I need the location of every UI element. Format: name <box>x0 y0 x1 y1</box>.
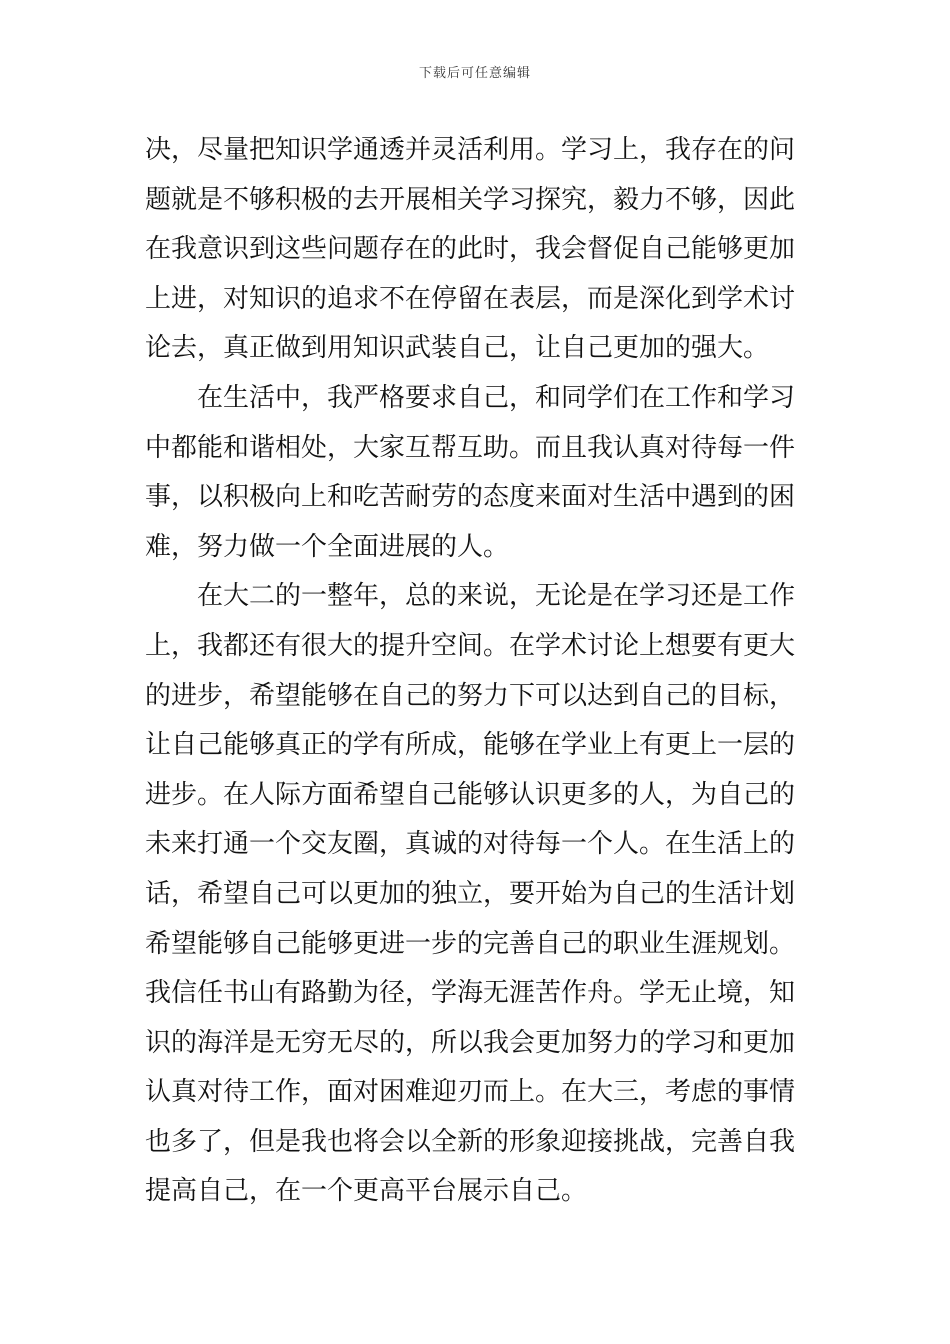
text-line: 话，希望自己可以更加的独立，要开始为自己的生活计划 <box>145 878 796 909</box>
text-line: 论去，真正做到用知识武装自己，让自己更加的强大。 <box>145 333 770 364</box>
text-line: 题就是不够积极的去开展相关学习探究，毅力不够，因此 <box>145 184 796 215</box>
text-line: 让自己能够真正的学有所成，能够在学业上有更上一层的 <box>145 730 796 761</box>
document-body <box>145 126 807 1217</box>
text-line: 未来打通一个交友圈，真诚的对待每一个人。在生活上的 <box>145 829 796 860</box>
text-line: 决，尽量把知识学通透并灵活利用。学习上，我存在的问 <box>145 135 796 165</box>
text-line: 我信任书山有路勤为径，学海无涯苦作舟。学无止境，知 <box>145 978 796 1009</box>
text-line: 也多了，但是我也将会以全新的形象迎接挑战，完善自我 <box>145 1126 796 1157</box>
text-line: 中都能和谐相处，大家互帮互助。而且我认真对待每一件 <box>145 432 796 463</box>
text-line: 识的海洋是无穷无尽的，所以我会更加努力的学习和更加 <box>145 1027 796 1058</box>
text-line: 希望能够自己能够更进一步的完善自己的职业生涯规划。 <box>145 928 796 959</box>
paragraph-first-line: 在大二的一整年，总的来说，无论是在学习还是工作 <box>197 581 796 612</box>
text-line: 认真对待工作，面对困难迎刃而上。在大三，考虑的事情 <box>145 1077 796 1108</box>
text-line: 上，我都还有很大的提升空间。在学术讨论上想要有更大 <box>145 630 796 661</box>
text-line: 事，以积极向上和吃苦耐劳的态度来面对生活中遇到的困 <box>145 482 796 513</box>
page-header: 下载后可任意编辑 <box>418 66 531 81</box>
text-line: 上进，对知识的追求不在停留在表层，而是深化到学术讨 <box>145 283 796 314</box>
text-line: 的进步，希望能够在自己的努力下可以达到自己的目标， <box>145 680 796 711</box>
text-line: 提高自己，在一个更高平台展示自己。 <box>145 1176 588 1207</box>
text-line: 难，努力做一个全面进展的人。 <box>145 531 510 562</box>
paragraph-first-line: 在生活中，我严格要求自己，和同学们在工作和学习 <box>197 382 796 413</box>
text-line: 进步。在人际方面希望自己能够认识更多的人，为自己的 <box>145 779 796 810</box>
text-line: 在我意识到这些问题存在的此时，我会督促自己能够更加 <box>145 234 796 265</box>
